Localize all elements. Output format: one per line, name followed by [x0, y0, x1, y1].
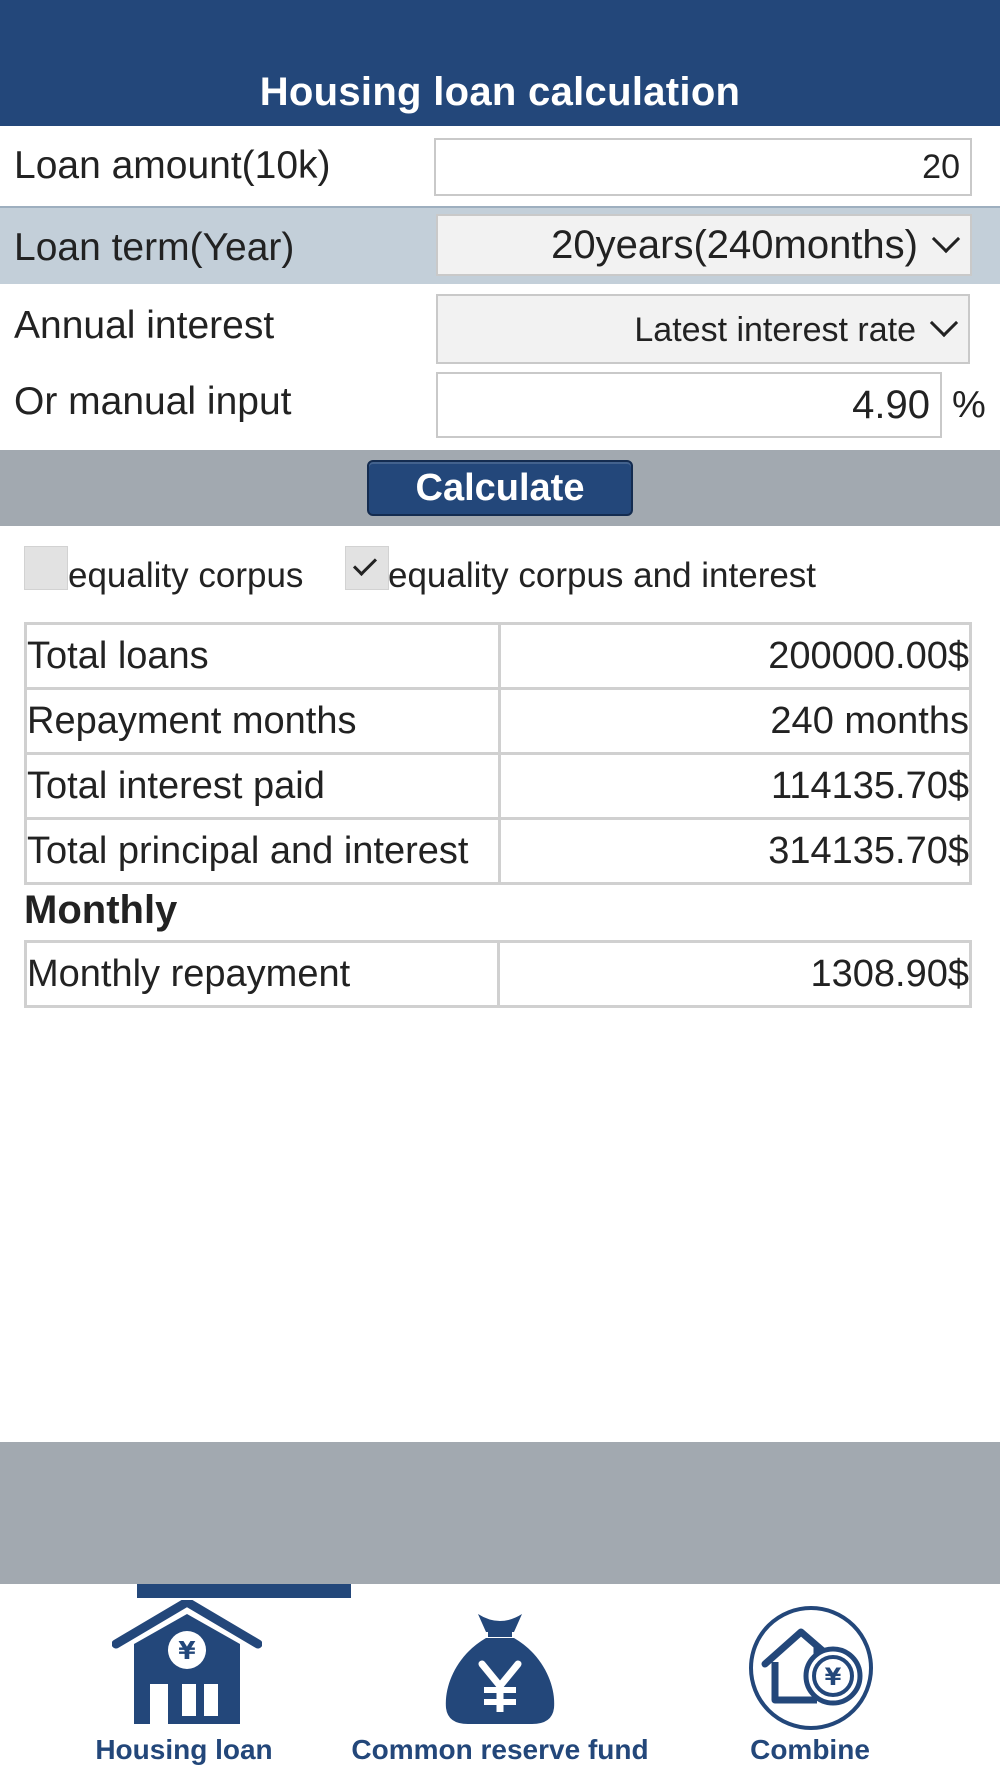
svg-text:¥: ¥: [178, 1636, 196, 1665]
nav-item-housing-loan[interactable]: [84, 1584, 284, 1778]
result-label: Total interest paid: [26, 754, 500, 819]
loan-amount-input[interactable]: 20: [434, 138, 972, 196]
annual-interest-select[interactable]: [436, 294, 970, 364]
loan-amount-label: Loan amount(10k): [14, 144, 331, 187]
result-value: 114135.70$: [499, 754, 970, 819]
nav-label: Common reserve fund: [351, 1734, 649, 1765]
method-equality-corpus-interest[interactable]: [345, 546, 845, 596]
loan-term-label: Loan term(Year): [14, 226, 295, 269]
loan-amount-row: [0, 126, 1000, 206]
annual-interest-value: Latest interest rate: [634, 311, 916, 349]
table-row: [26, 624, 971, 689]
annual-interest-row: [0, 288, 1000, 366]
monthly-heading: Monthly: [24, 888, 178, 932]
manual-rate-input[interactable]: 4.90: [436, 372, 942, 438]
loan-term-select[interactable]: [436, 214, 972, 276]
nav-item-common-reserve-fund[interactable]: [350, 1584, 650, 1778]
header-bar: [0, 0, 1000, 126]
results-table: [24, 622, 972, 885]
check-icon: [353, 552, 377, 576]
result-label: Repayment months: [26, 689, 500, 754]
calculate-bar: [0, 450, 1000, 526]
table-row: [26, 754, 971, 819]
manual-rate-row: [0, 366, 1000, 448]
nav-item-combine[interactable]: [720, 1584, 900, 1778]
house-yen-icon: [112, 1600, 262, 1733]
chevron-down-icon: [932, 225, 960, 253]
table-row: [26, 819, 971, 884]
nav-label: Housing loan: [95, 1734, 273, 1765]
house-coin-circle-icon: [747, 1604, 875, 1737]
nav-label: Combine: [750, 1734, 870, 1765]
percent-unit: %: [952, 384, 986, 426]
loan-term-value: 20years(240months): [551, 223, 918, 267]
result-label: Total loans: [26, 624, 500, 689]
monthly-repayment-label: Monthly repayment: [26, 942, 499, 1007]
annual-interest-label: Annual interest: [14, 304, 275, 347]
table-row: [26, 689, 971, 754]
method-equality-corpus[interactable]: [24, 546, 344, 596]
equality-corpus-interest-checkbox[interactable]: [345, 546, 389, 590]
money-bag-yen-icon: [442, 1608, 558, 1731]
result-value: 314135.70$: [499, 819, 970, 884]
equality-corpus-checkbox[interactable]: [24, 546, 68, 590]
ad-banner-area: [0, 1442, 1000, 1584]
result-value: 240 months: [499, 689, 970, 754]
equality-corpus-label: equality corpus: [68, 556, 304, 595]
result-value: 200000.00$: [499, 624, 970, 689]
monthly-table: [24, 940, 972, 1008]
table-row: [26, 942, 971, 1007]
equality-corpus-interest-label: equality corpus and interest: [388, 556, 817, 595]
calculate-button[interactable]: Calculate: [367, 460, 633, 516]
page-title: Housing loan calculation: [259, 70, 741, 114]
result-label: Total principal and interest: [26, 819, 500, 884]
monthly-repayment-value: 1308.90$: [499, 942, 971, 1007]
chevron-down-icon: [930, 309, 958, 337]
manual-rate-label: Or manual input: [14, 380, 292, 423]
loan-term-row: [0, 206, 1000, 284]
bottom-nav: [0, 1584, 1000, 1778]
svg-text:¥: ¥: [824, 1663, 842, 1691]
